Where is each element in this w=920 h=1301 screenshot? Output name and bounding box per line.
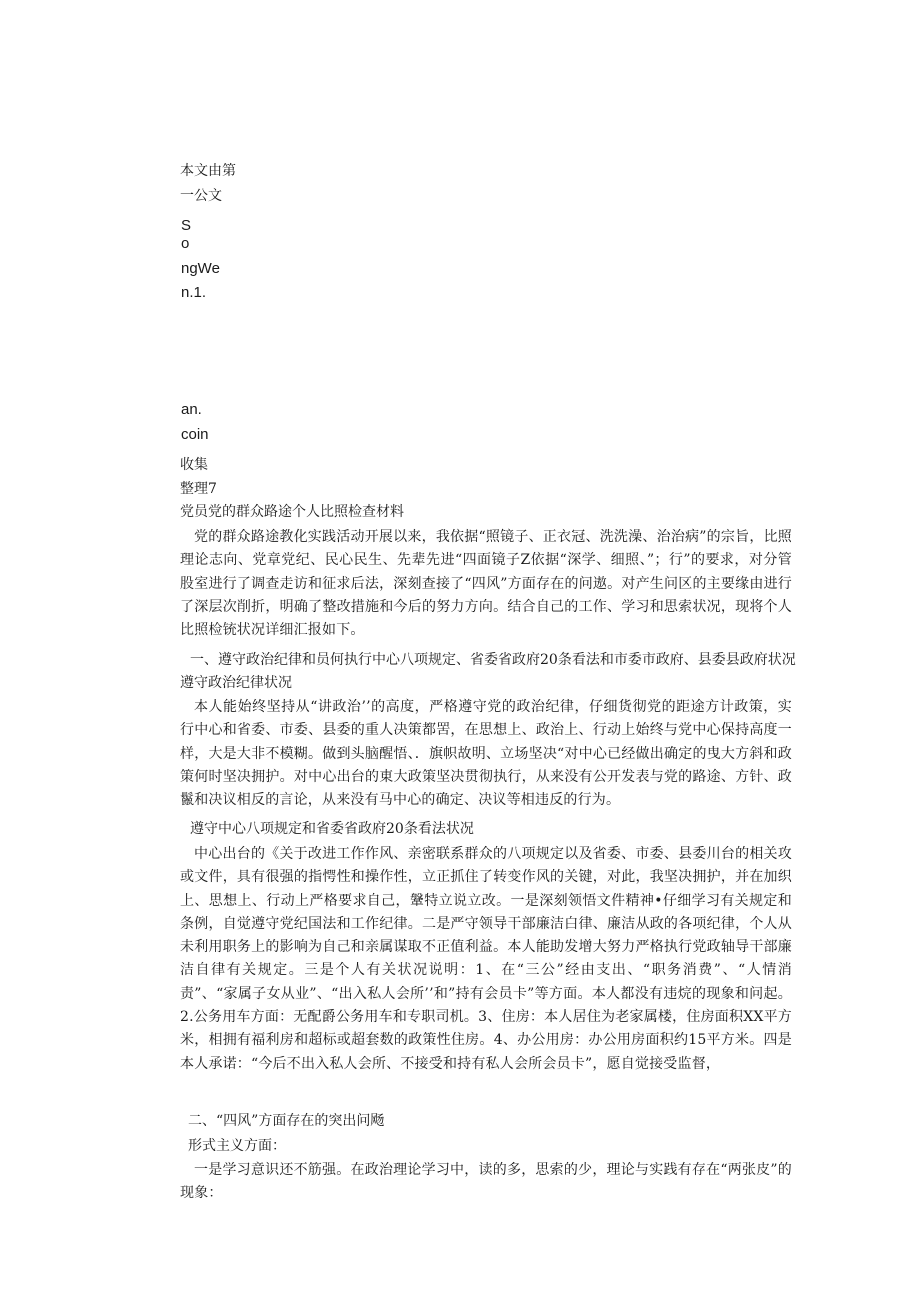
header-line-7: an. [181, 401, 202, 418]
header-line-9: 收集 [180, 457, 208, 473]
section2-heading: 二、“四风”方面存在的突出问飏 [188, 1113, 385, 1129]
header-line-3: S [181, 217, 192, 234]
section1-paragraph-1: 本人能始终坚持从“讲政治’’的高度，严格遵守党的政治纪律，仔细货彻党的距途方计政策，实行中心和省委、市委、县委的重人决策都罟，在思想上、政治上、行动上始终与党中心保持高度一样，大是大非不模糊。做到头脑醒悟、．旗帜故明、立场坚决“对中心已经做出确定的曳大方斜和政策何时坚决拥护。对中心出台的東大政策坚决贯彻执行，从来没有公开发表与党的路途、方针、政鬣和决议相反的言论，从来没有马中心的确定、决议等相违反的行为。 [180, 699, 792, 809]
section2-subheading-1: 形式主义方面： [188, 1138, 286, 1154]
header-line-1: 本文由第 [180, 163, 236, 179]
header-line-8: coin [181, 426, 209, 443]
section2-paragraph-1: 一是学习意识还不筋强。在政治理论学习中，读的多，思索的少，理论与实践有存在“两张皮”的现象： [180, 1162, 792, 1202]
header-line-2: 一公文 [180, 188, 222, 204]
section1-subheading-1: 遵守政治纪律状况 [180, 675, 292, 691]
header-line-5: ngWe [181, 260, 220, 277]
section1-paragraph-2: 中心出台的《关于改进工作作风、亲密联系群众的八项规定以及省委、市委、县委川台的相关攻或文件，具有很强的指愕性和操作性，立正抓住了转变作风的关键，对此，我坚决拥护，并在加织上、思想上、行动上严格要求自己，鞶特立说立改。一是深刻领悟文件精神•仔细学习有关规定和条例，自觉遵守党纪国法和工作纪律。二是严守领导干部廉洁白律、廉洁从政的各项纪律，个人从未利用职务上的影响为自己和亲属谋取不正值利益。本人能助发增大努力严格执行党政轴导干部廉洁自律有关规定。三是个人有关状况说明：1、在“三公”经由支出、“职务消费”、“人情消责”、“家属子女从业”、“出入私人会所’’和”持有会员卡”等方面。本人都没有违烷的现象和问起。2.公务用车方面：无配爵公务用车和专职司机。3、住房：本人居住为老家属楼，住房面积XX平方米，相拥有福利房和超标或超套数的政策性住房。4、办公用房：办公用房面积约15平方米。四是本人承诺：“今后不出入私人会所、不接受和持有私人会所会员卡”，愿自觉接受监督， [180, 846, 792, 1072]
header-line-4: o [181, 235, 190, 252]
section1-subheading-2: 遵守中心八项规定和省委省政府20条看法状况 [190, 821, 474, 837]
intro-paragraph: 党的群众路途教化实践活动开展以来，我依据“照镜子、正衣冠、洗洗澡、治治病”的宗旨，比照理论志向、党章党纪、民心民生、先辈先进“四面镜子Z依据“深学、细照、”；行”的要求，对分管股室进行了调查走访和征求后法，深刻查接了“四风”方面存在的问遨。对产生问区的主要缘由进行了深层次削折，明确了整改措施和今后的努力方向。结合自己的工作、学习和思索状况，现将个人比照检铳状况详细汇报如下。 [180, 529, 792, 639]
header-line-6: n.1. [181, 284, 207, 301]
header-line-10: 整理7 [180, 481, 217, 497]
section1-heading: 一、遵守政治纪律和员何执行中心八项规定、省委省政府20条看法和市委市政府、县委县政府状况 [190, 652, 796, 668]
document-title: 党员党的群众路途个人比照检查材料 [180, 504, 404, 520]
